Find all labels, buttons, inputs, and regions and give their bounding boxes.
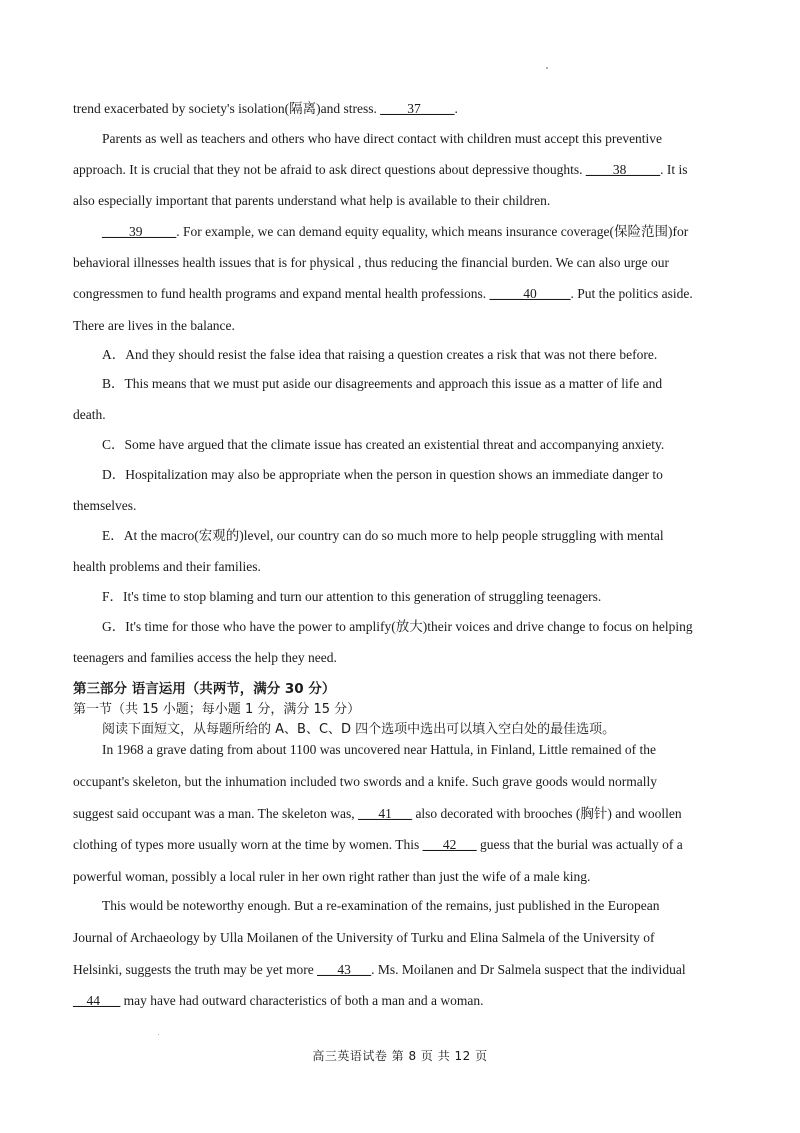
cloze-line: __44___ may have had outward characteristics of both a man and a woman.	[73, 993, 484, 1008]
option-g-cont: teenagers and families access the help they need.	[73, 650, 337, 665]
passage-line: There are lives in the balance.	[73, 318, 235, 333]
passage-line: approach. It is crucial that they not be afraid to ask direct questions about depressive thoughts. ____38_____. It is	[73, 162, 688, 177]
cloze-line: suggest said occupant was a man. The skeleton was, ___41___ also decorated with brooches (胸针) and woollen	[73, 806, 682, 821]
page-footer: 高三英语试卷 第 8 页 共 12 页	[312, 1049, 488, 1063]
option-e: E．At the macro(宏观的)level, our country can do so much more to help people struggling with mental	[102, 528, 664, 543]
passage-line: congressmen to fund health programs and expand mental health professions. _____40_____. Put the politics aside.	[73, 286, 693, 301]
section1-heading: 第一节（共 15 小题；每小题 1 分，满分 15 分）	[73, 702, 361, 717]
blank-42: ___42___	[422, 837, 477, 852]
cloze-line: Helsinki, suggests the truth may be yet more ___43___. Ms. Moilanen and Dr Salmela suspect that the individual	[73, 962, 686, 977]
blank-38: ____38_____	[585, 162, 661, 177]
cloze-line: Journal of Archaeology by Ulla Moilanen of the University of Turku and Elina Salmela of the University of	[73, 930, 655, 945]
cloze-line: clothing of types more usually worn at the time by women. This ___42___ guess that the burial was actually of a	[73, 837, 683, 852]
blank-43: ___43___	[317, 962, 372, 977]
blank-44: __44___	[73, 993, 121, 1008]
cloze-line: In 1968 a grave dating from about 1100 was uncovered near Hattula, in Finland, Little remained of the	[102, 742, 656, 757]
cloze-line: powerful woman, possibly a local ruler in her own right rather than just the wife of a male king.	[73, 869, 591, 884]
option-a: A．And they should resist the false idea that raising a question creates a risk that was not there before.	[102, 347, 658, 362]
scan-speck	[546, 67, 548, 69]
option-b-cont: death.	[73, 407, 106, 422]
option-e-cont: health problems and their families.	[73, 559, 261, 574]
option-f: F．It's time to stop blaming and turn our attention to this generation of struggling teenagers.	[102, 589, 602, 604]
blank-37: ____37_____	[380, 101, 455, 116]
scan-speck	[158, 1034, 159, 1035]
passage-line: trend exacerbated by society's isolation(隔离)and stress. ____37_____.	[73, 101, 458, 116]
blank-40: _____40_____	[489, 286, 571, 301]
passage-line: ____39_____. For example, we can demand equity equality, which means insurance coverage(保险范围)for	[102, 224, 689, 239]
option-d-cont: themselves.	[73, 498, 137, 513]
blank-41: ___41___	[358, 806, 413, 821]
option-b: B．This means that we must put aside our disagreements and approach this issue as a matter of life and	[102, 376, 663, 391]
cloze-line: This would be noteworthy enough. But a re-examination of the remains, just published in the European	[102, 898, 660, 913]
option-g: G．It's time for those who have the power to amplify(放大)their voices and drive change to focus on helping	[102, 619, 693, 634]
passage-line: also especially important that parents understand what help is available to their children.	[73, 193, 551, 208]
option-c: C．Some have argued that the climate issue has created an existential threat and accompanying anxiety.	[102, 437, 665, 452]
passage-line: behavioral illnesses health issues that is for physical , thus reducing the financial burden. We can also urge our	[73, 255, 670, 270]
part3-heading: 第三部分 语言运用（共两节，满分 30 分）	[73, 681, 336, 697]
cloze-line: occupant's skeleton, but the inhumation included two swords and a knife. Such grave goods would normally	[73, 774, 657, 789]
blank-39: ____39_____	[102, 224, 177, 239]
option-d: D．Hospitalization may also be appropriate when the person in question shows an immediate danger to	[102, 467, 663, 482]
passage-line: Parents as well as teachers and others who have direct contact with children must accept this preventive	[102, 131, 663, 146]
section1-instruction: 阅读下面短文，从每题所给的 A、B、C、D 四个选项中选出可以填入空白处的最佳选项。	[102, 722, 616, 737]
